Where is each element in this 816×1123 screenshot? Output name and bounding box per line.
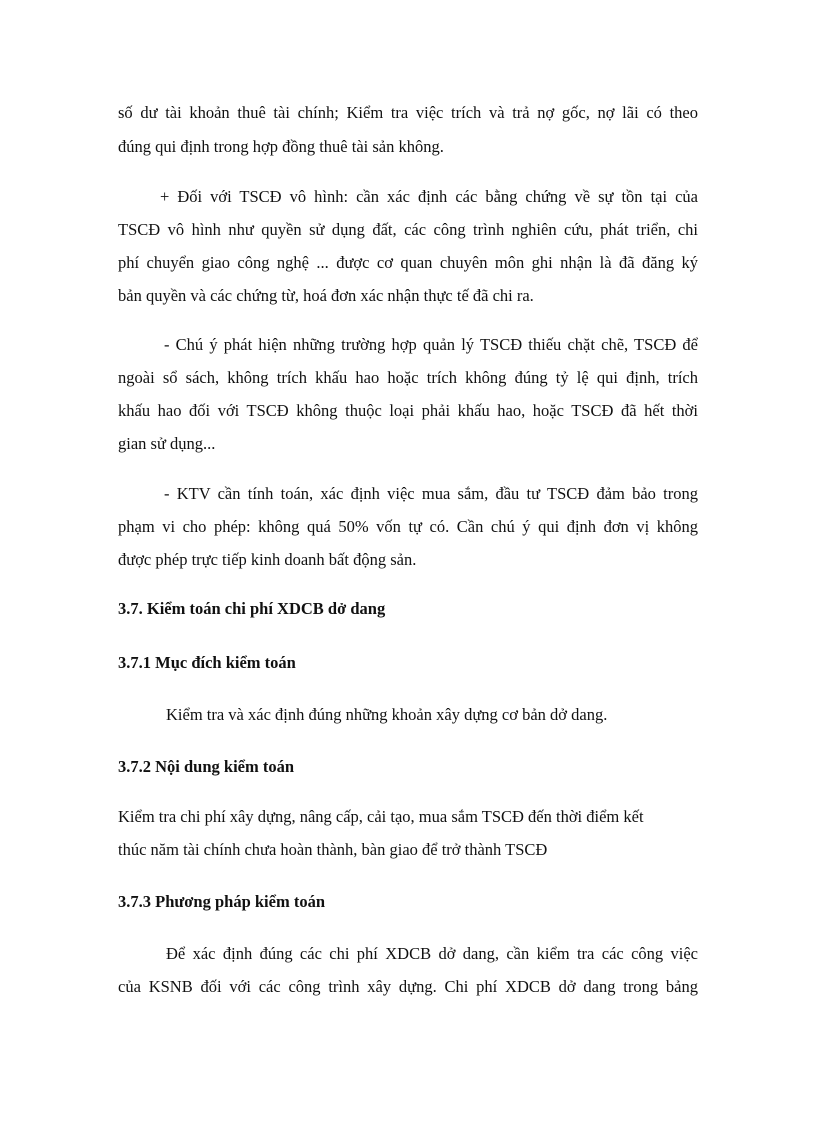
paragraph-3-line-1: - Chú ý phát hiện những trường hợp quản lý TSCĐ thiếu chặt chẽ, TSCĐ để	[164, 335, 698, 354]
paragraph-1-line-1: số dư tài khoản thuê tài chính; Kiểm tra việc trích và trả nợ gốc, nợ lãi có theo	[118, 103, 698, 122]
paragraph-4-line-1: - KTV cần tính toán, xác định việc mua sắm, đầu tư TSCĐ đảm bảo trong	[164, 484, 698, 503]
paragraph-3-7-1: Kiểm tra và xác định đúng những khoản xây dựng cơ bản dở dang.	[166, 705, 608, 724]
paragraph-4-line-2: phạm vi cho phép: không quá 50% vốn tự có. Cần chú ý qui định đơn vị không	[118, 517, 698, 536]
paragraph-2-line-4: bản quyền và các chứng từ, hoá đơn xác nhận thực tế đã chi ra.	[118, 286, 534, 305]
paragraph-3-7-3-line-1: Để xác định đúng các chi phí XDCB dở dang, cần kiểm tra các công việc	[166, 944, 698, 963]
section-heading-3-7-1: 3.7.1 Mục đích kiểm toán	[118, 653, 296, 672]
paragraph-4-line-3: được phép trực tiếp kinh doanh bất động sản.	[118, 550, 417, 569]
paragraph-2-line-2: TSCĐ vô hình như quyền sử dụng đất, các công trình nghiên cứu, phát triển, chi	[118, 220, 698, 239]
section-heading-3-7-3: 3.7.3 Phương pháp kiểm toán	[118, 892, 325, 911]
section-heading-3-7-2: 3.7.2 Nội dung kiểm toán	[118, 757, 295, 776]
paragraph-3-line-3: khấu hao đối với TSCĐ không thuộc loại phải khấu hao, hoặc TSCĐ đã hết thời	[118, 401, 698, 420]
paragraph-3-7-2-line-1: Kiểm tra chi phí xây dựng, nâng cấp, cải tạo, mua sắm TSCĐ đến thời điểm kết	[118, 807, 644, 826]
paragraph-2-line-3: phí chuyển giao công nghệ ... được cơ quan chuyên môn ghi nhận là đã đăng ký	[118, 253, 698, 272]
paragraph-3-line-4: gian sử dụng...	[118, 434, 216, 453]
paragraph-3-7-2-line-2: thúc năm tài chính chưa hoàn thành, bàn giao để trở thành TSCĐ	[118, 840, 548, 859]
section-heading-3-7: 3.7. Kiểm toán chi phí XDCB dở dang	[118, 599, 386, 618]
paragraph-3-line-2: ngoài sổ sách, không trích khấu hao hoặc trích không đúng tỷ lệ qui định, trích	[118, 368, 698, 387]
paragraph-1-line-2: đúng qui định trong hợp đồng thuê tài sản không.	[118, 137, 444, 156]
paragraph-3-7-3-line-2: của KSNB đối với các công trình xây dựng. Chi phí XDCB dở dang trong bảng	[118, 977, 698, 996]
paragraph-2-line-1: + Đối với TSCĐ vô hình: cần xác định các bằng chứng về sự tồn tại của	[160, 187, 698, 206]
